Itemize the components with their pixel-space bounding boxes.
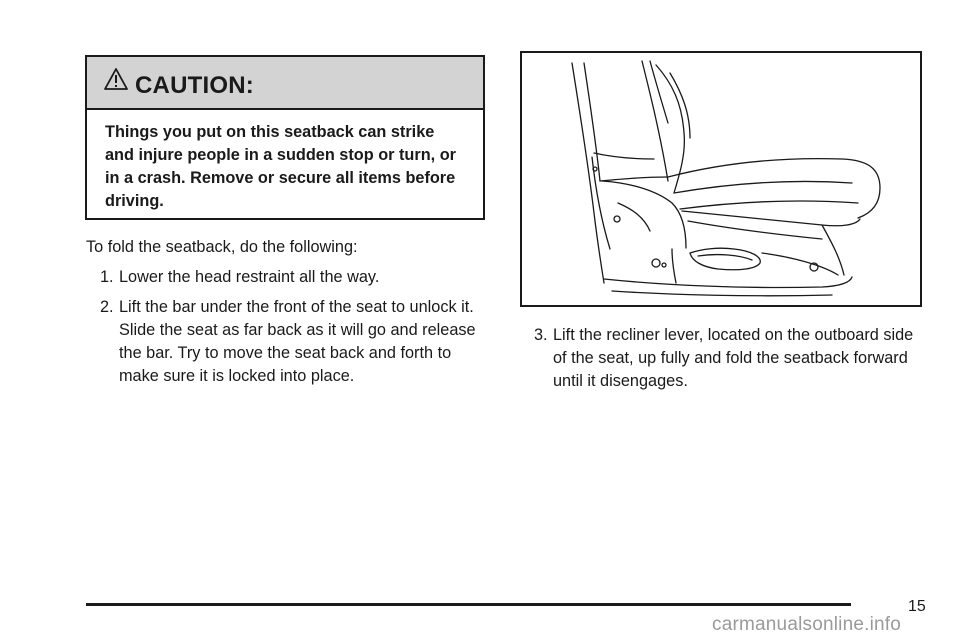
list-item [100, 266, 480, 289]
step-text: Lift the recliner lever, located on the outboard side of the seat, up fully and fold the seatback forward until it disengages. [553, 326, 914, 390]
step-text: Lower the head restraint all the way. [119, 268, 380, 286]
list-item [100, 296, 480, 388]
caution-title: CAUTION: [135, 71, 254, 99]
step-number: 2. [100, 298, 114, 316]
footer-rule [86, 603, 851, 606]
seat-illustration [520, 51, 922, 307]
step-text: Lift the bar under the front of the seat to unlock it. Slide the seat as far back as it will go and release the bar. Try to move the seat back and forth to make sure it is locked into place. [119, 298, 476, 385]
page-number: 15 [908, 598, 926, 615]
caution-box [85, 55, 485, 220]
list-item [534, 324, 924, 393]
caution-body: Things you put on this seatback can strike and injure people in a sudden stop or turn, or in a crash. Remove or secure all items before driving. [105, 123, 456, 210]
step-number: 3. [534, 326, 548, 344]
watermark: carmanualsonline.info [712, 614, 902, 635]
instructions-intro: To fold the seatback, do the following: [86, 238, 358, 256]
step-number: 1. [100, 268, 114, 286]
seat-drawing-icon [522, 53, 920, 305]
warning-triangle-icon [103, 67, 129, 91]
caution-header [87, 57, 483, 110]
